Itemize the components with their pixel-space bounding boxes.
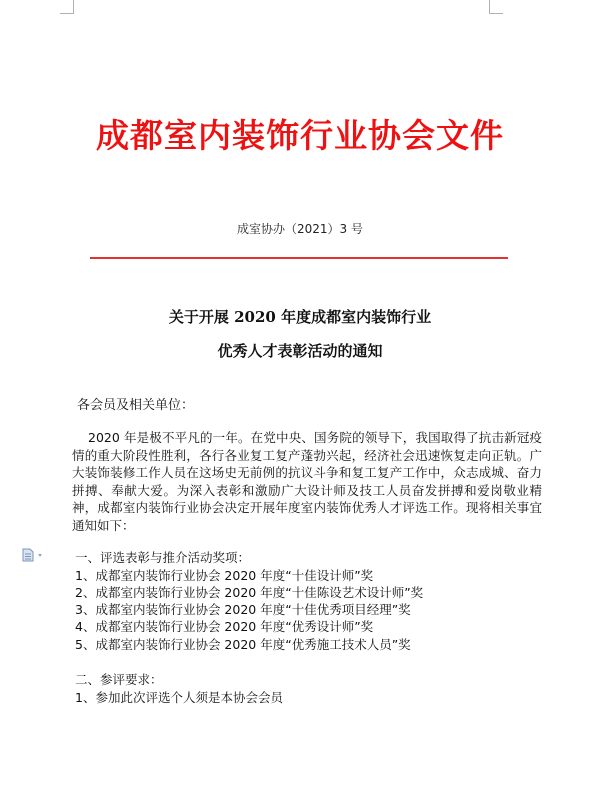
salutation: 各会员及相关单位： bbox=[77, 398, 195, 413]
document-number: 成室协办（2021）3 号 bbox=[237, 222, 363, 236]
section1-item-5: 5、成都室内装饰行业协会 2020 年度“优秀施工技术人员”奖 bbox=[75, 637, 411, 652]
document-options-icon[interactable] bbox=[22, 547, 46, 561]
section1-item-2: 2、成都室内装饰行业协会 2020 年度“十佳陈设艺术设计师”奖 bbox=[75, 585, 424, 600]
red-divider bbox=[90, 257, 508, 259]
intro-paragraph bbox=[72, 429, 542, 535]
org-title: 成都室内装饰行业协会文件 bbox=[96, 116, 504, 155]
section1-heading: 一、评选表彰与推介活动奖项： bbox=[75, 550, 251, 565]
section2-item-1: 1、参加此次评选个人须是本协会会员 bbox=[75, 690, 283, 705]
notice-title-line1: 关于开展 2020 年度成都室内装饰行业 bbox=[168, 308, 432, 326]
notice-title-line2: 优秀人才表彰活动的通知 bbox=[217, 342, 383, 360]
crop-mark-top-right bbox=[489, 0, 503, 14]
section2-heading: 二、参评要求： bbox=[75, 672, 163, 687]
intro-paragraph-text: 2020 年是极不平凡的一年。在党中央、国务院的领导下，我国取得了抗击新冠疫情的重大阶段性胜利，各行各业复工复产蓬勃兴起，经济社会迅速恢复走向正轨。广大装饰装修工作人员在这场史无前例的抗议斗争和复工复产工作中，众志成城、奋力拼搏、奉献大爱。为深入表彰和激励广大设计师及技工人员奋发拼搏和爱岗敬业精神，成都室内装饰行业协会决定开展年度室内装饰优秀人才评选工作。现将相关事宜通知如下： bbox=[72, 430, 542, 533]
section1-item-4: 4、成都室内装饰行业协会 2020 年度“优秀设计师”奖 bbox=[75, 619, 374, 634]
crop-mark-top-left bbox=[60, 0, 74, 14]
section1-item-1: 1、成都室内装饰行业协会 2020 年度“十佳设计师”奖 bbox=[75, 568, 374, 583]
section1-item-3: 3、成都室内装饰行业协会 2020 年度“十佳优秀项目经理”奖 bbox=[75, 602, 411, 617]
